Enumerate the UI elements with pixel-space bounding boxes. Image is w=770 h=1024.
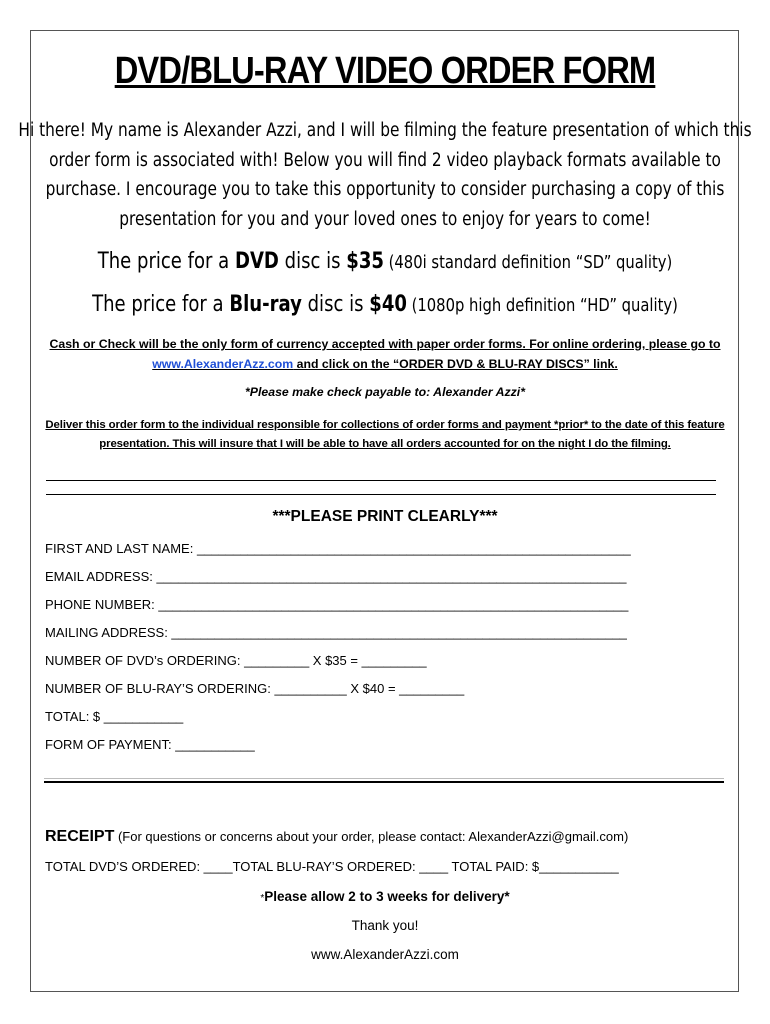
delivery-note-star: * [260,893,265,904]
bluray-price-prefix: The price for a [92,292,230,317]
dvd-price-mid: disc is [278,249,347,274]
print-clearly-heading: ***PLEASE PRINT CLEARLY*** [272,508,498,525]
bluray-price: $40 [369,292,407,317]
deliver-notice: Deliver this order form to the individual responsible for collections of order forms and payment *prior* to the date of this feature presentation. This will insure that I will be able to have all orders accounted for on the night I do the filming. [45,419,725,450]
divider [46,480,716,481]
bluray-price-mid: disc is [301,292,370,317]
divider [44,778,724,779]
bluray-format: Blu-ray [229,292,302,317]
name-field[interactable]: FIRST AND LAST NAME: ____________________________________________________________ [45,541,631,556]
dvd-quality: (480i standard definition “SD” quality) [383,252,673,273]
website-footer: www.AlexanderAzzi.com [311,947,459,962]
check-payable-note: *Please make check payable to: Alexander Azzi* [244,385,525,399]
dvd-quantity-field[interactable]: NUMBER OF DVD’s ORDERING: _________ X $35 = _________ [45,653,427,668]
email-field[interactable]: EMAIL ADDRESS: _________________________________________________________________ [45,569,627,584]
cut-line [44,781,724,783]
receipt-label: RECEIPT [45,828,115,845]
website-link[interactable]: www.AlexanderAzz.com [152,357,294,371]
thank-you-text: Thank you! [351,918,419,933]
dvd-format: DVD [234,249,279,274]
delivery-note-text: Please allow 2 to 3 weeks for delivery* [264,889,510,904]
dvd-price-prefix: The price for a [97,249,235,274]
receipt-heading [45,828,628,846]
phone-field[interactable]: PHONE NUMBER: _________________________________________________________________ [45,597,629,612]
payment-form-field[interactable]: FORM OF PAYMENT: ___________ [45,737,255,752]
intro-paragraph: Hi there! My name is Alexander Azzi, and I will be filming the feature presentation of which this order form is associated with! Below you will find 2 video playback formats available to purchase. I encourage you to take this opportunity to consider purchasing a copy of this presentation for you and your loved ones to enjoy for years to come! [18,120,752,230]
cash-notice-text: Cash or Check will be the only form of currency accepted with paper order forms. For online ordering, please go to [49,337,721,351]
divider [46,494,716,495]
bluray-price-line [69,292,700,317]
receipt-contact: (For questions or concerns about your order, please contact: AlexanderAzzi@gmail.com) [114,829,629,844]
form-title: DVD/BLU-RAY VIDEO ORDER FORM [114,50,656,92]
dvd-price: $35 [346,249,384,274]
dvd-price-line [69,249,700,274]
cash-notice-text-after: and click on the “ORDER DVD & BLU-RAY DISCS” link. [293,357,618,371]
bluray-quality: (1080p high definition “HD” quality) [406,295,678,316]
delivery-note [0,889,770,904]
receipt-totals: TOTAL DVD’S ORDERED: ____TOTAL BLU-RAY’S ORDERED: ____ TOTAL PAID: $___________ [45,859,619,874]
cash-check-notice [45,334,725,374]
bluray-quantity-field[interactable]: NUMBER OF BLU-RAY’S ORDERING: __________ X $40 = _________ [45,681,465,696]
mailing-address-field[interactable]: MAILING ADDRESS: _______________________________________________________________ [45,625,627,640]
total-field[interactable]: TOTAL: $ ___________ [45,709,184,724]
